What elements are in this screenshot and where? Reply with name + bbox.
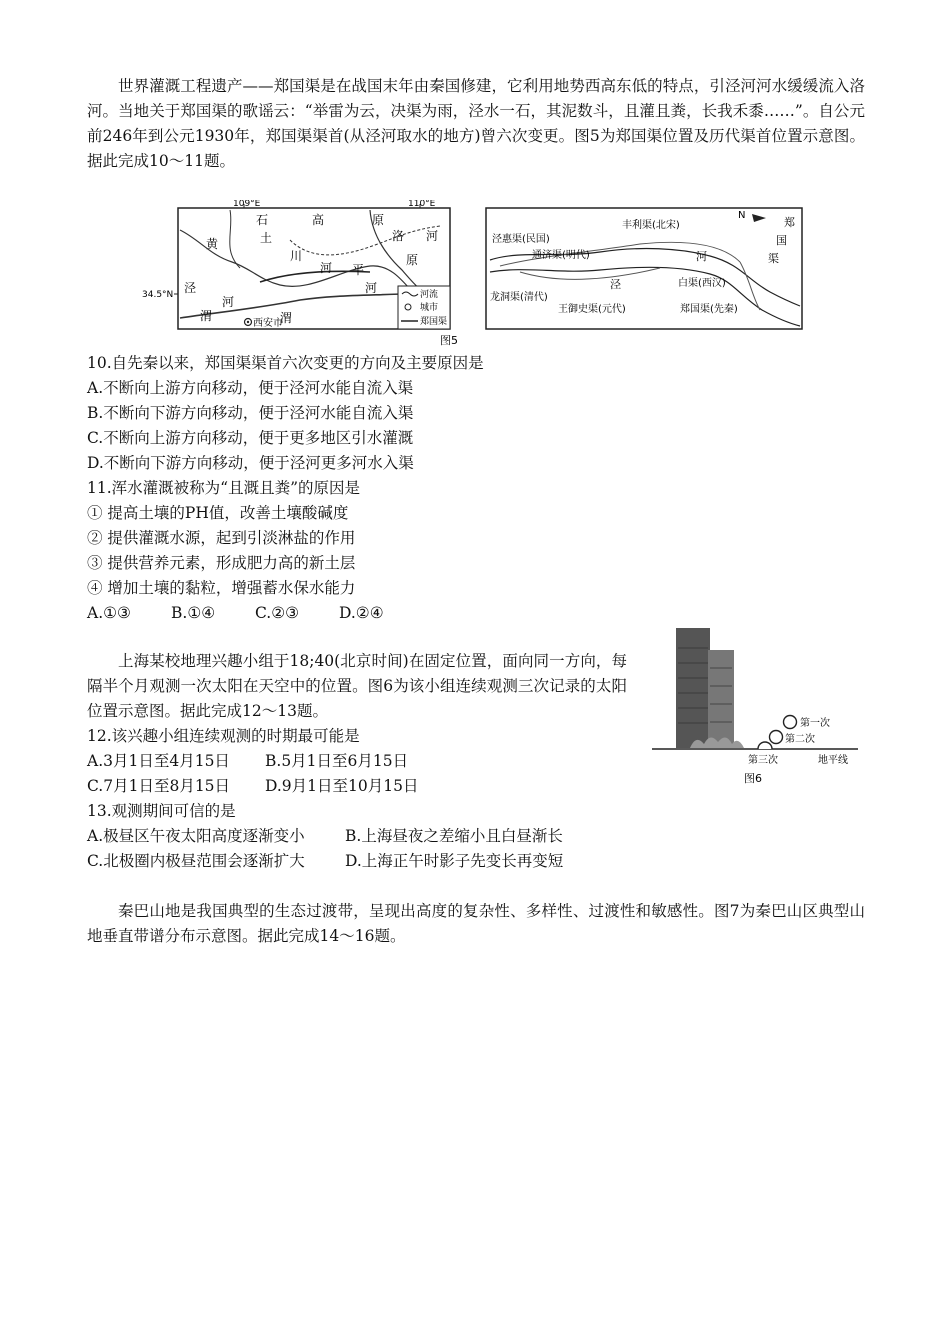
label-zhengguo: 郑国渠(先秦) bbox=[680, 304, 738, 315]
label-first: 第一次 bbox=[800, 718, 830, 729]
q13-option-d: D.上海正午时影子先变长再变短 bbox=[345, 852, 564, 870]
q13-option-b: B.上海昼夜之差缩小且白昼渐长 bbox=[345, 827, 563, 845]
figure-6 bbox=[640, 618, 866, 790]
label-guo-char: 国 bbox=[776, 234, 787, 247]
q11-options bbox=[87, 601, 384, 626]
lon-109-label: 109°E bbox=[233, 200, 261, 209]
map-char-ping: 平 bbox=[352, 263, 365, 277]
label-third: 第三次 bbox=[748, 755, 778, 766]
label-baiqu: 白渠(西汉) bbox=[678, 278, 726, 289]
q12-option-d: D.9月1日至10月15日 bbox=[265, 777, 419, 795]
legend-city: 城市 bbox=[420, 303, 439, 313]
q11-option-b: B.①④ bbox=[171, 604, 216, 622]
map-char-chuan: 川 bbox=[290, 249, 303, 263]
q11-option-a: A.①③ bbox=[87, 604, 131, 622]
map-char-shi: 石 bbox=[256, 213, 269, 227]
label-jinghui: 泾惠渠(民国) bbox=[492, 234, 550, 245]
map-char-jing: 泾 bbox=[184, 281, 197, 295]
figure-6-caption: 图6 bbox=[744, 772, 762, 785]
q12-option-c: C.7月1日至8月15日 bbox=[87, 777, 231, 795]
map-char-tu: 土 bbox=[260, 231, 273, 245]
q11-stem: 11.浑水灌溉被称为“且溉且粪”的原因是 bbox=[87, 479, 360, 497]
q10-option-d: D.不断向下游方向移动，便于泾河更多河水入渠 bbox=[87, 454, 414, 472]
map-char-yuan-2: 原 bbox=[406, 253, 419, 267]
q13-stem: 13.观测期间可信的是 bbox=[87, 802, 236, 820]
q13-options-row-2 bbox=[87, 849, 563, 874]
q11-option-d: D.②④ bbox=[339, 604, 384, 622]
label-tongji: 通济渠(明代) bbox=[532, 250, 590, 261]
legend-river: 河流 bbox=[420, 290, 439, 300]
q13-options-row-1 bbox=[87, 824, 563, 849]
q10-option-c: C.不断向上游方向移动，便于更多地区引水灌溉 bbox=[87, 429, 414, 447]
map-char-yuan: 原 bbox=[372, 213, 385, 227]
figure-5 bbox=[140, 200, 812, 348]
map-char-wei-2: 渭 bbox=[280, 311, 293, 325]
figure-6-svg bbox=[640, 618, 866, 790]
label-horizon: 地平线 bbox=[818, 755, 848, 766]
map-char-he-3: 河 bbox=[222, 295, 235, 309]
q12-options-row-2 bbox=[87, 774, 418, 799]
sun-first-icon bbox=[784, 716, 797, 729]
map-char-gao: 高 bbox=[312, 213, 325, 227]
q11-item-4: ④ 增加土壤的黏粒，增强蓄水保水能力 bbox=[87, 579, 356, 597]
figure-5-caption: 图5 bbox=[440, 334, 458, 347]
map-char-he-2: 河 bbox=[426, 229, 439, 243]
map-char-huang: 黄 bbox=[206, 237, 219, 251]
label-zheng-char: 郑 bbox=[784, 216, 795, 229]
q13-option-a: A.极昼区午夜太阳高度逐渐变小 bbox=[87, 827, 305, 845]
building-short bbox=[708, 650, 734, 748]
q10-option-b: B.不断向下游方向移动，便于泾河水能自流入渠 bbox=[87, 404, 414, 422]
lat-label: 34.5°N bbox=[142, 290, 174, 300]
q12-option-a: A.3月1日至4月15日 bbox=[87, 752, 230, 770]
city-xian-label: 西安市 bbox=[253, 318, 283, 329]
map-char-he: 河 bbox=[320, 261, 333, 275]
label-second: 第二次 bbox=[785, 734, 815, 745]
q11-item-1: ① 提高土壤的PH值，改善土壤酸碱度 bbox=[87, 504, 349, 522]
label-wangyushi: 王御史渠(元代) bbox=[558, 304, 626, 315]
label-he-char: 河 bbox=[696, 250, 707, 263]
legend-canal: 郑国渠 bbox=[420, 317, 448, 327]
intro-paragraph-14-16: 秦巴山地是我国典型的生态过渡带，呈现出高度的复杂性、多样性、过渡性和敏感性。图7为秦巴山区典型山地垂直带谱分布示意图。据此完成14～16题。 bbox=[87, 902, 865, 945]
building-tall bbox=[676, 628, 710, 748]
figure-5-svg bbox=[140, 200, 812, 348]
north-label: N bbox=[738, 210, 746, 221]
map-char-luo: 洛 bbox=[392, 229, 405, 243]
q10-stem: 10.自先秦以来，郑国渠渠首六次变更的方向及主要原因是 bbox=[87, 354, 484, 372]
map-char-he-4: 河 bbox=[365, 281, 378, 295]
q12-option-b: B.5月1日至6月15日 bbox=[265, 752, 409, 770]
q11-item-3: ③ 提供营养元素，形成肥力高的新土层 bbox=[87, 554, 356, 572]
map-char-wei: 渭 bbox=[200, 309, 213, 323]
lon-110-label: 110°E bbox=[408, 200, 436, 209]
sun-second-icon bbox=[770, 731, 783, 744]
label-jing-char: 泾 bbox=[610, 278, 621, 291]
label-fengli: 丰利渠(北宋) bbox=[622, 220, 680, 231]
intro-paragraph-10-11: 世界灌溉工程遗产——郑国渠是在战国末年由秦国修建，它利用地势西高东低的特点，引泾河河水缓缓流入洛河。当地关于郑国渠的歌谣云：“举雷为云，决渠为雨，泾水一石，其泥数斗，且灌且粪，长我禾黍……”。自公元前246年到公元1930年，郑国渠渠首(从泾河取水的地方)曾六次变更。图5为郑国渠位置及历代渠首位置示意图。据此完成10～11题。 bbox=[87, 77, 865, 170]
q12-stem: 12.该兴趣小组连续观测的时期最可能是 bbox=[87, 727, 360, 745]
q12-options-row-1 bbox=[87, 749, 408, 774]
q13-option-c: C.北极圈内极昼范围会逐渐扩大 bbox=[87, 852, 305, 870]
sun-third-icon bbox=[758, 742, 772, 749]
label-longdong: 龙洞渠(清代) bbox=[490, 292, 548, 303]
intro-paragraph-12-13: 上海某校地理兴趣小组于18;40(北京时间)在固定位置，面向同一方向，每隔半个月观测一次太阳在天空中的位置。图6为该小组连续观测三次记录的太阳位置示意图。据此完成12～13题。 bbox=[87, 652, 627, 720]
q11-item-2: ② 提供灌溉水源，起到引淡淋盐的作用 bbox=[87, 529, 356, 547]
q11-option-c: C.②③ bbox=[255, 604, 300, 622]
label-qu-char: 渠 bbox=[768, 252, 779, 265]
q10-option-a: A.不断向上游方向移动，便于泾河水能自流入渠 bbox=[87, 379, 414, 397]
